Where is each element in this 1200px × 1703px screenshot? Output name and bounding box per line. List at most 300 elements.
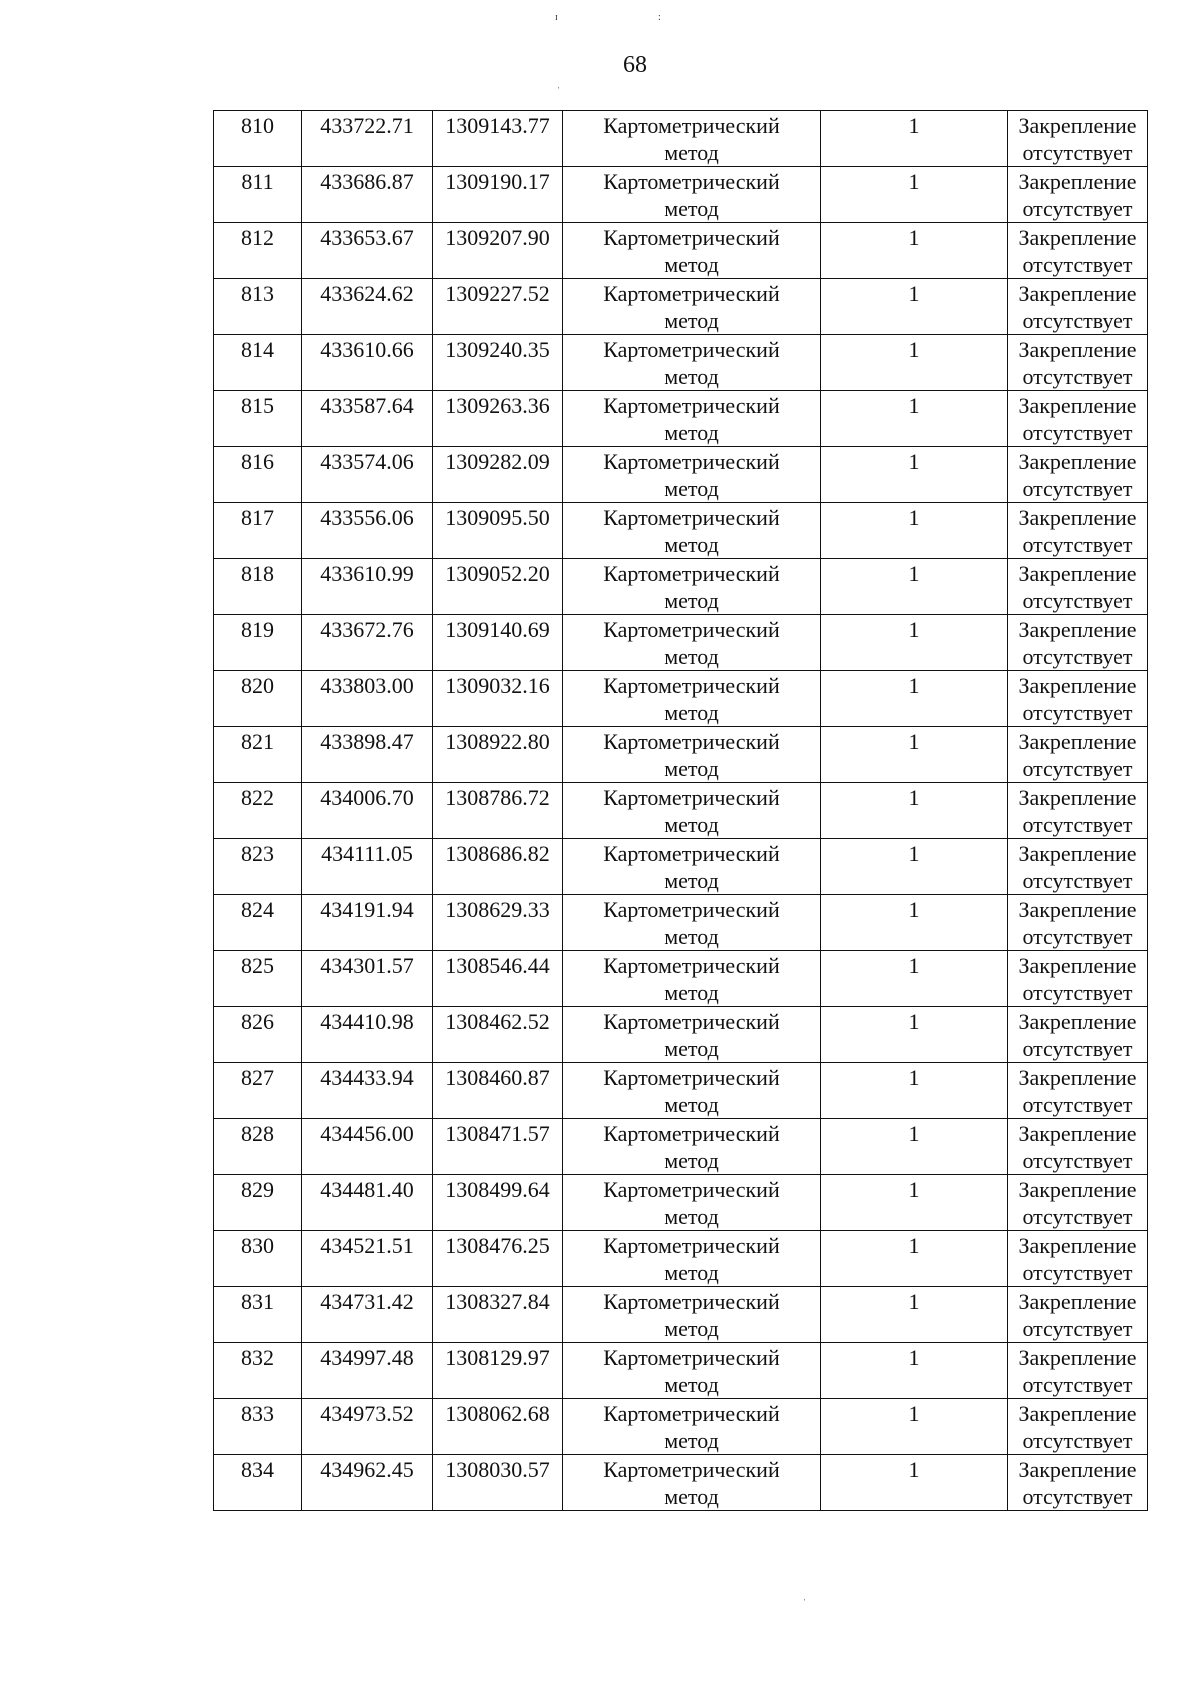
x-coordinate: 434997.48 <box>320 1345 414 1370</box>
coordinates-table <box>213 110 1148 1511</box>
method-cell <box>563 951 821 1007</box>
y-coordinate-cell <box>433 727 563 783</box>
method-line-1: Картометрический <box>603 225 780 250</box>
x-coordinate: 434521.51 <box>320 1233 414 1258</box>
fixation-line-1: Закрепление <box>1018 673 1137 698</box>
accuracy-cell <box>821 1007 1008 1063</box>
x-coordinate: 433686.87 <box>320 169 414 194</box>
y-coordinate: 1308327.84 <box>445 1289 550 1314</box>
y-coordinate: 1309227.52 <box>445 281 550 306</box>
method-cell <box>563 671 821 727</box>
point-number-cell <box>214 1287 302 1343</box>
fixation-line-1: Закрепление <box>1018 785 1137 810</box>
accuracy-value: 1 <box>908 729 920 754</box>
point-number: 824 <box>241 897 274 922</box>
method-cell <box>563 1455 821 1511</box>
method-line-1: Картометрический <box>603 1233 780 1258</box>
fixation-line-2: отсутствует <box>1022 252 1133 277</box>
accuracy-value: 1 <box>908 505 920 530</box>
fixation-cell <box>1008 839 1148 895</box>
method-cell <box>563 1231 821 1287</box>
y-coordinate: 1308062.68 <box>445 1401 550 1426</box>
accuracy-value: 1 <box>908 785 920 810</box>
fixation-line-2: отсутствует <box>1022 476 1133 501</box>
fixation-cell <box>1008 615 1148 671</box>
accuracy-cell <box>821 223 1008 279</box>
table-row <box>214 727 1148 783</box>
method-cell <box>563 1399 821 1455</box>
method-line-1: Картометрический <box>603 505 780 530</box>
accuracy-cell <box>821 167 1008 223</box>
fixation-cell <box>1008 1007 1148 1063</box>
y-coordinate-cell <box>433 951 563 1007</box>
method-line-1: Картометрический <box>603 337 780 362</box>
x-coordinate-cell <box>302 839 433 895</box>
point-number-cell <box>214 447 302 503</box>
y-coordinate-cell <box>433 335 563 391</box>
x-coordinate-cell <box>302 335 433 391</box>
fixation-line-2: отсутствует <box>1022 196 1133 221</box>
fixation-line-2: отсутствует <box>1022 140 1133 165</box>
method-line-2: метод <box>664 1092 719 1117</box>
method-line-2: метод <box>664 308 719 333</box>
fixation-cell <box>1008 503 1148 559</box>
accuracy-value: 1 <box>908 281 920 306</box>
fixation-line-2: отсутствует <box>1022 1428 1133 1453</box>
table-row <box>214 1231 1148 1287</box>
method-cell <box>563 391 821 447</box>
fixation-line-1: Закрепление <box>1018 1457 1137 1482</box>
x-coordinate-cell <box>302 1175 433 1231</box>
point-number: 820 <box>241 673 274 698</box>
x-coordinate: 434433.94 <box>320 1065 414 1090</box>
table-row <box>214 1343 1148 1399</box>
table-row <box>214 1455 1148 1511</box>
x-coordinate-cell <box>302 895 433 951</box>
y-coordinate: 1309240.35 <box>445 337 550 362</box>
method-line-1: Картометрический <box>603 1401 780 1426</box>
y-coordinate-cell <box>433 1287 563 1343</box>
method-line-1: Картометрический <box>603 169 780 194</box>
method-cell <box>563 1007 821 1063</box>
fixation-cell <box>1008 951 1148 1007</box>
scan-speck: : <box>658 12 661 23</box>
y-coordinate-cell <box>433 1455 563 1511</box>
method-line-2: метод <box>664 1372 719 1397</box>
fixation-line-2: отсутствует <box>1022 1316 1133 1341</box>
point-number-cell <box>214 1175 302 1231</box>
fixation-cell <box>1008 783 1148 839</box>
x-coordinate: 433610.66 <box>320 337 414 362</box>
y-coordinate-cell <box>433 1343 563 1399</box>
fixation-cell <box>1008 671 1148 727</box>
method-line-2: метод <box>664 700 719 725</box>
fixation-cell <box>1008 1287 1148 1343</box>
method-cell <box>563 1119 821 1175</box>
accuracy-cell <box>821 1455 1008 1511</box>
accuracy-cell <box>821 783 1008 839</box>
method-line-2: метод <box>664 196 719 221</box>
fixation-line-1: Закрепление <box>1018 225 1137 250</box>
accuracy-cell <box>821 391 1008 447</box>
method-line-1: Картометрический <box>603 1289 780 1314</box>
x-coordinate: 433574.06 <box>320 449 414 474</box>
method-cell <box>563 1287 821 1343</box>
fixation-cell <box>1008 1399 1148 1455</box>
accuracy-cell <box>821 503 1008 559</box>
accuracy-value: 1 <box>908 1009 920 1034</box>
x-coordinate: 433587.64 <box>320 393 414 418</box>
x-coordinate-cell <box>302 279 433 335</box>
fixation-cell <box>1008 167 1148 223</box>
fixation-cell <box>1008 1063 1148 1119</box>
y-coordinate: 1308462.52 <box>445 1009 550 1034</box>
x-coordinate: 433556.06 <box>320 505 414 530</box>
y-coordinate: 1308499.64 <box>445 1177 550 1202</box>
fixation-line-1: Закрепление <box>1018 953 1137 978</box>
y-coordinate-cell <box>433 1399 563 1455</box>
point-number: 823 <box>241 841 274 866</box>
table-row <box>214 671 1148 727</box>
y-coordinate: 1308460.87 <box>445 1065 550 1090</box>
point-number-cell <box>214 895 302 951</box>
method-line-1: Картометрический <box>603 1177 780 1202</box>
table-row <box>214 1007 1148 1063</box>
fixation-line-1: Закрепление <box>1018 1401 1137 1426</box>
fixation-line-1: Закрепление <box>1018 1121 1137 1146</box>
point-number: 816 <box>241 449 274 474</box>
x-coordinate: 433624.62 <box>320 281 414 306</box>
table-row <box>214 335 1148 391</box>
scan-speck: ɪ <box>555 12 558 23</box>
method-line-1: Картометрический <box>603 673 780 698</box>
method-line-1: Картометрический <box>603 729 780 754</box>
method-cell <box>563 895 821 951</box>
table-row <box>214 391 1148 447</box>
accuracy-value: 1 <box>908 449 920 474</box>
accuracy-value: 1 <box>908 1457 920 1482</box>
x-coordinate-cell <box>302 671 433 727</box>
fixation-line-1: Закрепление <box>1018 1233 1137 1258</box>
x-coordinate: 434191.94 <box>320 897 414 922</box>
x-coordinate-cell <box>302 1063 433 1119</box>
accuracy-value: 1 <box>908 673 920 698</box>
fixation-cell <box>1008 559 1148 615</box>
x-coordinate-cell <box>302 1399 433 1455</box>
y-coordinate: 1309207.90 <box>445 225 550 250</box>
x-coordinate: 433653.67 <box>320 225 414 250</box>
accuracy-value: 1 <box>908 393 920 418</box>
fixation-line-1: Закрепление <box>1018 113 1137 138</box>
accuracy-cell <box>821 1287 1008 1343</box>
point-number: 818 <box>241 561 274 586</box>
method-cell <box>563 783 821 839</box>
method-line-2: метод <box>664 1260 719 1285</box>
x-coordinate: 434973.52 <box>320 1401 414 1426</box>
point-number: 828 <box>241 1121 274 1146</box>
y-coordinate: 1309190.17 <box>445 169 550 194</box>
accuracy-value: 1 <box>908 1289 920 1314</box>
y-coordinate-cell <box>433 1175 563 1231</box>
accuracy-value: 1 <box>908 897 920 922</box>
method-line-2: метод <box>664 364 719 389</box>
y-coordinate: 1309052.20 <box>445 561 550 586</box>
fixation-cell <box>1008 391 1148 447</box>
fixation-line-2: отсутствует <box>1022 364 1133 389</box>
x-coordinate: 434481.40 <box>320 1177 414 1202</box>
point-number-cell <box>214 559 302 615</box>
accuracy-value: 1 <box>908 169 920 194</box>
accuracy-value: 1 <box>908 1121 920 1146</box>
accuracy-value: 1 <box>908 113 920 138</box>
x-coordinate: 434731.42 <box>320 1289 414 1314</box>
point-number: 825 <box>241 953 274 978</box>
method-line-2: метод <box>664 1428 719 1453</box>
fixation-line-2: отсутствует <box>1022 700 1133 725</box>
table-row <box>214 503 1148 559</box>
method-line-1: Картометрический <box>603 953 780 978</box>
y-coordinate-cell <box>433 783 563 839</box>
point-number-cell <box>214 671 302 727</box>
method-line-2: метод <box>664 1204 719 1229</box>
accuracy-cell <box>821 1343 1008 1399</box>
method-line-1: Картометрический <box>603 1065 780 1090</box>
fixation-line-1: Закрепление <box>1018 1177 1137 1202</box>
fixation-cell <box>1008 1455 1148 1511</box>
x-coordinate: 434456.00 <box>320 1121 414 1146</box>
fixation-line-2: отсутствует <box>1022 308 1133 333</box>
accuracy-cell <box>821 615 1008 671</box>
point-number: 815 <box>241 393 274 418</box>
fixation-line-2: отсутствует <box>1022 924 1133 949</box>
fixation-line-1: Закрепление <box>1018 841 1137 866</box>
point-number-cell <box>214 223 302 279</box>
table-row <box>214 279 1148 335</box>
x-coordinate: 433898.47 <box>320 729 414 754</box>
point-number: 822 <box>241 785 274 810</box>
x-coordinate: 433722.71 <box>320 113 414 138</box>
x-coordinate-cell <box>302 727 433 783</box>
point-number-cell <box>214 279 302 335</box>
method-cell <box>563 447 821 503</box>
accuracy-value: 1 <box>908 841 920 866</box>
method-cell <box>563 1175 821 1231</box>
point-number: 834 <box>241 1457 274 1482</box>
method-cell <box>563 279 821 335</box>
point-number-cell <box>214 1455 302 1511</box>
x-coordinate: 434006.70 <box>320 785 414 810</box>
fixation-line-2: отсутствует <box>1022 756 1133 781</box>
accuracy-value: 1 <box>908 617 920 642</box>
method-line-2: метод <box>664 588 719 613</box>
method-line-2: метод <box>664 756 719 781</box>
x-coordinate-cell <box>302 223 433 279</box>
y-coordinate: 1309282.09 <box>445 449 550 474</box>
method-line-2: метод <box>664 252 719 277</box>
point-number: 817 <box>241 505 274 530</box>
fixation-cell <box>1008 1343 1148 1399</box>
fixation-line-2: отсутствует <box>1022 1372 1133 1397</box>
fixation-line-2: отсутствует <box>1022 1204 1133 1229</box>
y-coordinate-cell <box>433 279 563 335</box>
method-line-1: Картометрический <box>603 281 780 306</box>
x-coordinate-cell <box>302 1455 433 1511</box>
point-number-cell <box>214 615 302 671</box>
point-number: 814 <box>241 337 274 362</box>
method-line-2: метод <box>664 980 719 1005</box>
point-number-cell <box>214 1007 302 1063</box>
fixation-cell <box>1008 111 1148 167</box>
point-number: 826 <box>241 1009 274 1034</box>
point-number: 832 <box>241 1345 274 1370</box>
fixation-line-1: Закрепление <box>1018 1009 1137 1034</box>
table-row <box>214 1175 1148 1231</box>
table-row <box>214 839 1148 895</box>
x-coordinate-cell <box>302 1007 433 1063</box>
accuracy-cell <box>821 951 1008 1007</box>
fixation-cell <box>1008 1231 1148 1287</box>
point-number-cell <box>214 783 302 839</box>
x-coordinate-cell <box>302 1287 433 1343</box>
x-coordinate-cell <box>302 1119 433 1175</box>
fixation-line-1: Закрепление <box>1018 449 1137 474</box>
y-coordinate: 1308922.80 <box>445 729 550 754</box>
x-coordinate-cell <box>302 447 433 503</box>
fixation-cell <box>1008 279 1148 335</box>
point-number-cell <box>214 1231 302 1287</box>
y-coordinate-cell <box>433 1231 563 1287</box>
x-coordinate-cell <box>302 615 433 671</box>
y-coordinate: 1309263.36 <box>445 393 550 418</box>
point-number: 821 <box>241 729 274 754</box>
point-number-cell <box>214 167 302 223</box>
fixation-line-1: Закрепление <box>1018 169 1137 194</box>
point-number: 827 <box>241 1065 274 1090</box>
accuracy-cell <box>821 279 1008 335</box>
method-line-1: Картометрический <box>603 393 780 418</box>
method-line-2: метод <box>664 812 719 837</box>
table-row <box>214 223 1148 279</box>
fixation-cell <box>1008 335 1148 391</box>
accuracy-cell <box>821 1175 1008 1231</box>
method-line-2: метод <box>664 644 719 669</box>
point-number-cell <box>214 727 302 783</box>
point-number: 811 <box>241 169 274 194</box>
fixation-line-2: отсутствует <box>1022 532 1133 557</box>
x-coordinate-cell <box>302 559 433 615</box>
scan-speck: ˌ <box>557 78 561 89</box>
y-coordinate: 1308129.97 <box>445 1345 550 1370</box>
method-line-1: Картометрический <box>603 897 780 922</box>
fixation-line-2: отсутствует <box>1022 1484 1133 1509</box>
method-line-2: метод <box>664 1316 719 1341</box>
fixation-line-1: Закрепление <box>1018 1289 1137 1314</box>
table-row <box>214 895 1148 951</box>
y-coordinate-cell <box>433 1119 563 1175</box>
fixation-line-2: отсутствует <box>1022 1092 1133 1117</box>
accuracy-value: 1 <box>908 561 920 586</box>
table-row <box>214 615 1148 671</box>
accuracy-value: 1 <box>908 337 920 362</box>
accuracy-cell <box>821 671 1008 727</box>
point-number-cell <box>214 111 302 167</box>
y-coordinate: 1308629.33 <box>445 897 550 922</box>
accuracy-cell <box>821 839 1008 895</box>
method-line-2: метод <box>664 868 719 893</box>
method-line-1: Картометрический <box>603 785 780 810</box>
fixation-cell <box>1008 727 1148 783</box>
y-coordinate-cell <box>433 223 563 279</box>
fixation-line-2: отсутствует <box>1022 980 1133 1005</box>
point-number: 833 <box>241 1401 274 1426</box>
point-number: 810 <box>241 113 274 138</box>
x-coordinate: 434962.45 <box>320 1457 414 1482</box>
y-coordinate: 1308686.82 <box>445 841 550 866</box>
fixation-cell <box>1008 1119 1148 1175</box>
method-cell <box>563 615 821 671</box>
point-number-cell <box>214 335 302 391</box>
method-cell <box>563 335 821 391</box>
method-line-2: метод <box>664 532 719 557</box>
x-coordinate-cell <box>302 391 433 447</box>
method-line-1: Картометрический <box>603 617 780 642</box>
table-row <box>214 1063 1148 1119</box>
accuracy-cell <box>821 727 1008 783</box>
method-cell <box>563 223 821 279</box>
y-coordinate: 1309143.77 <box>445 113 550 138</box>
fixation-cell <box>1008 223 1148 279</box>
table-row <box>214 1119 1148 1175</box>
fixation-line-1: Закрепление <box>1018 617 1137 642</box>
x-coordinate-cell <box>302 951 433 1007</box>
point-number-cell <box>214 839 302 895</box>
fixation-line-2: отсутствует <box>1022 1036 1133 1061</box>
y-coordinate: 1308786.72 <box>445 785 550 810</box>
y-coordinate-cell <box>433 167 563 223</box>
accuracy-cell <box>821 1231 1008 1287</box>
fixation-line-1: Закрепление <box>1018 1345 1137 1370</box>
point-number-cell <box>214 1343 302 1399</box>
fixation-cell <box>1008 895 1148 951</box>
point-number: 812 <box>241 225 274 250</box>
method-line-1: Картометрический <box>603 113 780 138</box>
accuracy-value: 1 <box>908 1177 920 1202</box>
accuracy-value: 1 <box>908 1065 920 1090</box>
y-coordinate-cell <box>433 1007 563 1063</box>
point-number: 831 <box>241 1289 274 1314</box>
fixation-line-1: Закрепление <box>1018 897 1137 922</box>
fixation-line-2: отсутствует <box>1022 588 1133 613</box>
x-coordinate-cell <box>302 783 433 839</box>
y-coordinate-cell <box>433 111 563 167</box>
accuracy-value: 1 <box>908 1345 920 1370</box>
y-coordinate: 1308471.57 <box>445 1121 550 1146</box>
x-coordinate-cell <box>302 111 433 167</box>
point-number: 829 <box>241 1177 274 1202</box>
point-number-cell <box>214 503 302 559</box>
x-coordinate: 433803.00 <box>320 673 414 698</box>
y-coordinate: 1308476.25 <box>445 1233 550 1258</box>
method-line-2: метод <box>664 476 719 501</box>
method-cell <box>563 111 821 167</box>
point-number-cell <box>214 1063 302 1119</box>
method-line-1: Картометрический <box>603 1121 780 1146</box>
fixation-line-2: отсутствует <box>1022 812 1133 837</box>
fixation-line-1: Закрепление <box>1018 729 1137 754</box>
point-number: 830 <box>241 1233 274 1258</box>
method-cell <box>563 559 821 615</box>
fixation-line-1: Закрепление <box>1018 337 1137 362</box>
